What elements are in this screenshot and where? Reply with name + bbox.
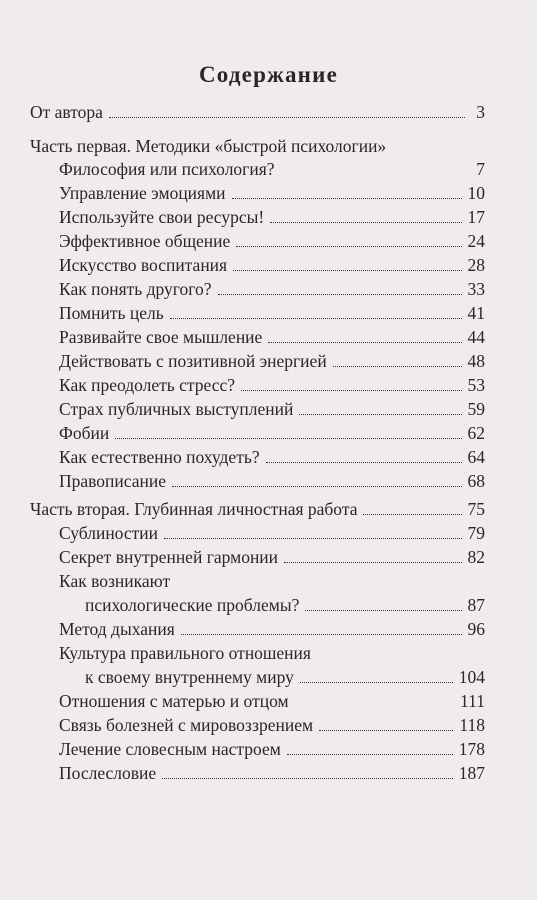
dot-leader [266, 461, 462, 463]
toc-entry [59, 229, 485, 253]
toc-entry-label: Сублиностии [59, 523, 159, 543]
toc-entry-label: Страх публичных выступлений [59, 399, 294, 419]
toc-entry-page: 82 [467, 547, 485, 567]
toc-entry-label: Отношения с матерью и отцом [59, 691, 289, 711]
toc-entry-label: Как понять другого? [59, 279, 212, 299]
page-title: Содержание [199, 62, 338, 87]
toc-entry-label: Искусство воспитания [59, 255, 228, 275]
toc-entry-page: 75 [467, 499, 485, 519]
dot-leader [284, 561, 461, 563]
toc-entry-label: Как естественно похудеть? [59, 447, 260, 467]
toc-entry [59, 349, 485, 373]
toc-entry [59, 421, 485, 445]
toc-part-two-heading [30, 497, 485, 521]
toc-entry-label: Связь болезней с мировоззрением [59, 715, 314, 735]
toc-entry [59, 157, 485, 181]
toc-entry-page: 79 [467, 523, 485, 543]
toc-entry-label: психологические проблемы? [85, 595, 300, 615]
dot-leader [236, 245, 461, 247]
toc-entry-label: Часть вторая. Глубинная личностная работа [30, 499, 358, 519]
toc-entry-label: Философия или психология? [59, 159, 275, 179]
toc-entry [59, 397, 485, 421]
toc-entry-line-1: Культура правильного отношения [59, 643, 311, 663]
toc-entry-page: 33 [467, 279, 485, 299]
dot-leader [300, 681, 453, 683]
dot-leader [172, 485, 461, 487]
dot-leader [162, 777, 453, 779]
dot-leader [164, 537, 461, 539]
toc-entry-label: От автора [30, 102, 103, 122]
toc-entry-page: 7 [476, 159, 485, 179]
dot-leader [270, 221, 461, 223]
toc-entry-page: 59 [467, 399, 485, 419]
toc-entry-page: 187 [458, 763, 485, 783]
toc-entry [59, 301, 485, 325]
toc-entry [59, 469, 485, 493]
toc-entry-label: Используйте свои ресурсы! [59, 207, 265, 227]
toc-entry [59, 253, 485, 277]
dot-leader [268, 341, 461, 343]
toc-entry-page: 10 [467, 183, 485, 203]
toc-entry-page: 118 [459, 715, 485, 735]
dot-leader [218, 293, 462, 295]
toc-entry-line-1: Как возникают [59, 571, 171, 591]
dot-leader [333, 365, 462, 367]
toc-entry-from-author [30, 100, 485, 124]
dot-leader [115, 437, 461, 439]
dot-leader [181, 633, 462, 635]
toc-entry-page: 68 [467, 471, 485, 491]
toc-entry [85, 593, 485, 617]
toc-entry-page: 3 [476, 102, 485, 122]
toc-entry [59, 325, 485, 349]
toc-entry [59, 689, 485, 713]
toc-entry-page: 104 [458, 667, 485, 687]
dot-leader [305, 609, 461, 611]
toc-entry [59, 761, 485, 785]
toc-entry-page: 178 [458, 739, 485, 759]
toc-entry [59, 181, 485, 205]
toc-entry-label: к своему внутреннему миру [85, 667, 294, 687]
toc-entry-page: 28 [467, 255, 485, 275]
toc-entry-label: Метод дыхания [59, 619, 175, 639]
toc-entry [59, 373, 485, 397]
toc-entry-label: Управление эмоциями [59, 183, 226, 203]
toc-entry-label: Как преодолеть стресс? [59, 375, 236, 395]
toc-entry-page: 87 [467, 595, 485, 615]
dot-leader [109, 116, 465, 118]
toc-entry [59, 205, 485, 229]
toc-entry-label: Правописание [59, 471, 167, 491]
toc-entry-page: 44 [467, 327, 485, 347]
toc-entry-label: Эффективное общение [59, 231, 231, 251]
dot-leader [170, 317, 462, 319]
toc-entry-page: 48 [467, 351, 485, 371]
dot-leader [363, 513, 461, 515]
toc-entry [59, 445, 485, 469]
toc-entry [85, 665, 485, 689]
toc-entry-page: 62 [467, 423, 485, 443]
toc-entry-label: Секрет внутренней гармонии [59, 547, 279, 567]
toc-entry [59, 545, 485, 569]
toc-entry-label: Развивайте свое мышление [59, 327, 263, 347]
dot-leader [299, 413, 461, 415]
toc-entry [59, 277, 485, 301]
dot-leader [287, 753, 453, 755]
toc-entry [59, 713, 485, 737]
dot-leader [241, 389, 461, 391]
toc-entry-page: 53 [467, 375, 485, 395]
toc-entry-page: 96 [467, 619, 485, 639]
toc-part-one-heading: Часть первая. Методики «быстрой психологии» [30, 136, 387, 156]
dot-leader [319, 729, 453, 731]
toc-entry-page: 41 [467, 303, 485, 323]
toc-entry-label: Действовать с позитивной энергией [59, 351, 327, 371]
dot-leader [233, 269, 461, 271]
toc-entry-label: Послесловие [59, 763, 157, 783]
dot-leader [232, 197, 462, 199]
toc-entry-page: 111 [460, 691, 485, 711]
toc-entry-page: 24 [467, 231, 485, 251]
toc-entry-label: Фобии [59, 423, 110, 443]
toc-entry-page: 64 [467, 447, 485, 467]
toc-entry-label: Помнить цель [59, 303, 164, 323]
toc-entry-page: 17 [467, 207, 485, 227]
toc-entry [59, 617, 485, 641]
toc-entry-label: Лечение словесным настроем [59, 739, 281, 759]
toc-entry [59, 737, 485, 761]
toc-entry [59, 521, 485, 545]
